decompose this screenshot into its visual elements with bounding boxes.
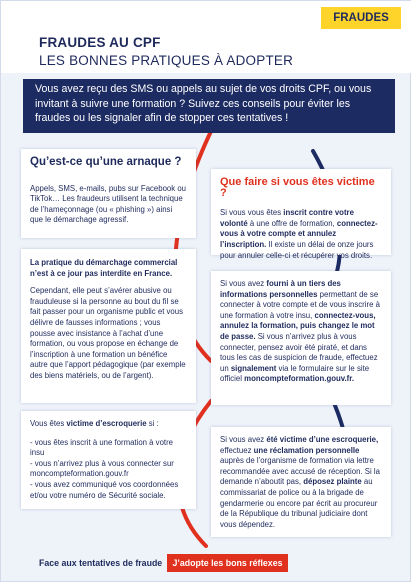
bold-run: connectez-vous, annulez la formation, puis changez le mot de passe. — [220, 310, 376, 341]
page-subtitle: LES BONNES PRATIQUES À ADOPTER — [39, 53, 294, 68]
category-tag: FRAUDES — [321, 7, 401, 29]
intro-suffix: si : — [146, 419, 159, 428]
card-what-is-scam — [21, 149, 196, 238]
card-text: Appels, SMS, e-mails, pubs sur Facebook ou TikTok… Les fraudeurs utilisent la technique de l’hameçonnage (ou « phishing ») ainsi que le démarchage agressif. — [30, 183, 187, 225]
bold-run: été victime d’une escroquerie, — [266, 435, 379, 444]
bold-run: signalement — [230, 363, 277, 373]
card-scam-victim — [211, 427, 391, 537]
bold-run: une réclamation personnelle — [253, 445, 360, 455]
text-run: effectuez — [220, 445, 254, 455]
bold-run: fourni à un tiers des informations personnelles — [220, 279, 341, 299]
intro-bold: victime d’escroquerie — [66, 419, 147, 428]
footer-text: Face aux tentatives de fraude — [39, 558, 163, 568]
list-item: - vous avez communiqué vos coordonnées et/ou votre numéro de Sécurité sociale. — [30, 479, 179, 500]
card-victim-if — [21, 411, 196, 509]
text-run: Si vous avez — [220, 435, 267, 444]
list-item: - vous n’arrivez plus à vous connecter sur moncompteformation.gouv.fr — [30, 458, 174, 479]
text-run: au commissariat de police ou à la brigade de gendarmerie ou encore par écrit au procureur de la République du tribunal judiciaire dont vous dépendez. — [220, 477, 378, 529]
list-item: - vous êtes inscrit à une formation à votre insu — [30, 437, 174, 458]
text-run: à une offre de formation, — [247, 218, 337, 228]
card-cold-calling — [21, 249, 196, 403]
card-text: Cependant, elle peut s’avérer abusive ou frauduleuse si la personne au bout du fil se fait passer pour un organisme public et vous délivre de fausses informations ; vous pousse avec insistance à l’achat d’une formation, ou vous propose en échange de l’inscription à une formation un bénéfice autre que l’apport pédagogique (par exemple des biens matériels, ou de l’argent). — [30, 286, 186, 380]
text-run: Si vous vous êtes — [220, 208, 284, 218]
bold-run: moncompteformation.gouv.fr. — [244, 374, 355, 384]
intro-banner: Vous avez reçu des SMS ou appels au sujet de vos droits CPF, ou vous invitant à suivre une formation ? Suivez ces conseils pour éviter les fraudes ou les signaler afin de stopper ces tentatives ! — [23, 79, 395, 133]
bold-run: connectez-vous à votre compte et annulez l’inscription. — [220, 218, 378, 249]
text-run: Il existe un délai de onze jours pour annuler celle-ci et récupérer vos droits. — [220, 239, 374, 260]
bold-run: inscrit contre votre volonté — [220, 208, 354, 228]
page-title: FRAUDES AU CPF — [39, 35, 161, 50]
card-heading: Que faire si vous êtes victime ? — [220, 176, 375, 199]
text-run: Si vous n’arrivez plus à vous connecter, pensez avoir été piraté, et dans tous les cas de suspicion de fraude, effectuez un — [220, 331, 378, 373]
text-run: via le formulaire sur le site officiel — [220, 363, 370, 384]
text-run: Si vous avez — [220, 279, 267, 288]
card-what-to-do — [211, 169, 391, 260]
card-intro-bold: La pratique du démarchage commercial n’est à ce jour pas interdite en France. — [30, 258, 178, 278]
bold-run: déposez plainte — [303, 477, 362, 487]
card-heading: Qu’est-ce qu’une arnaque ? — [30, 156, 182, 168]
text-run: permettant de se connecter à votre compte et de vous inscrire à une formation à votre insu, — [220, 289, 380, 320]
card-personal-info — [211, 271, 391, 405]
footer-badge: J’adopte les bons réflexes — [167, 554, 288, 572]
intro-prefix: Vous êtes — [30, 419, 67, 428]
text-run: auprès de l’organisme de formation via lettre recommandée avec accusé de réception. Si la demande n’aboutit pas, — [220, 456, 380, 487]
